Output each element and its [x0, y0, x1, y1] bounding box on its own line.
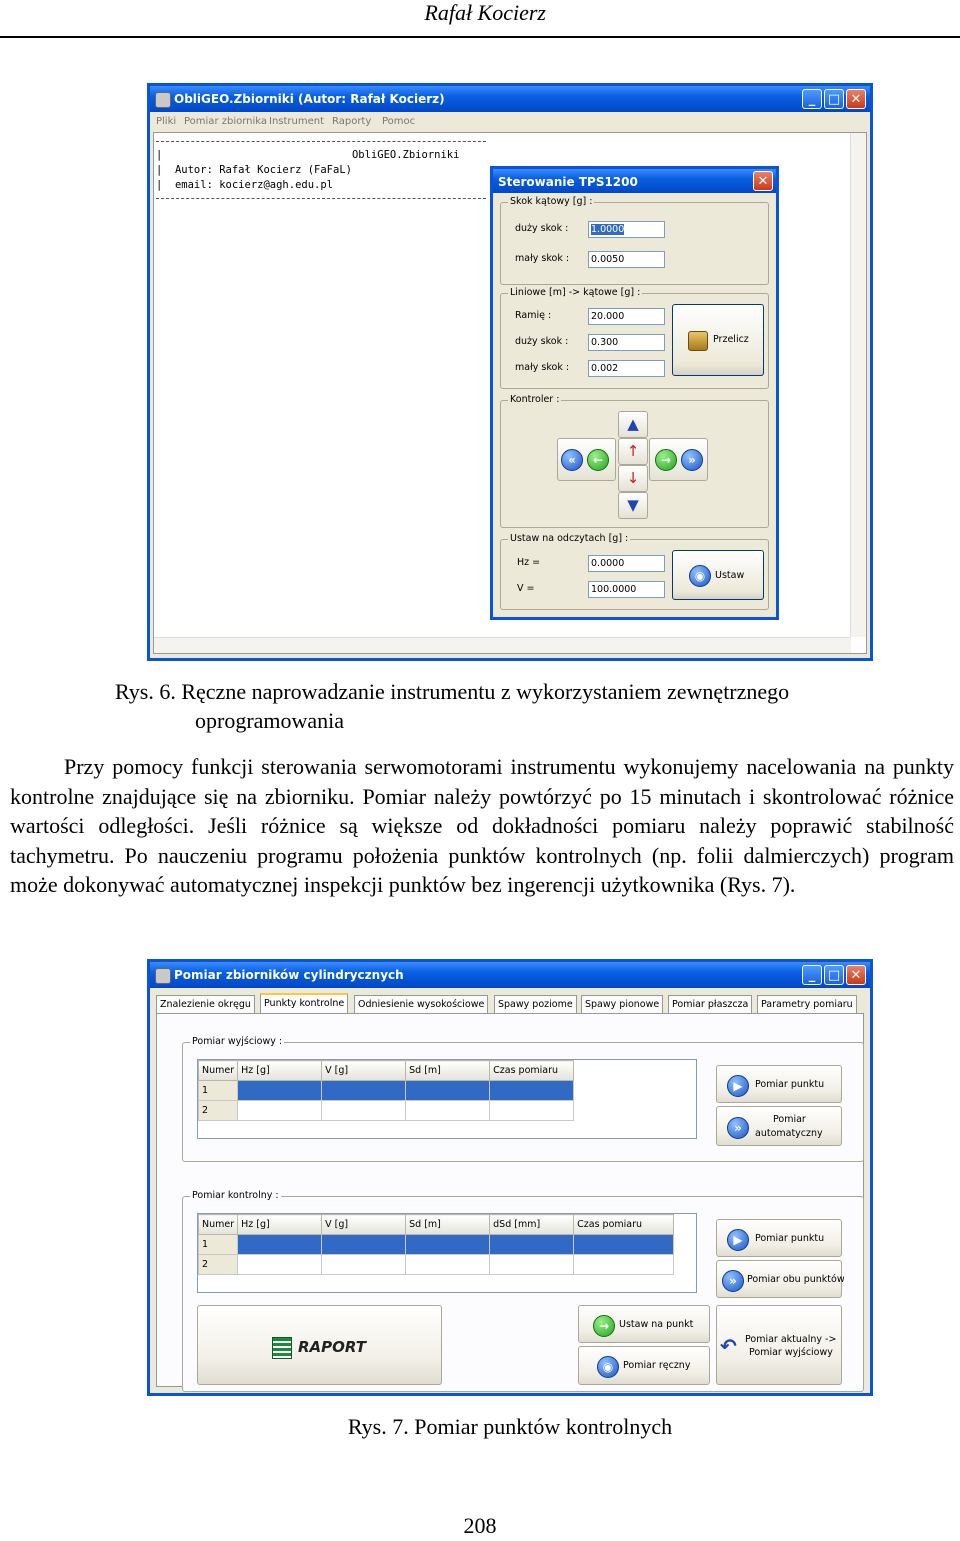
measure-both-label: Pomiar obu punktów: [747, 1274, 845, 1285]
group-baseline-label: Pomiar wyjściowy :: [192, 1036, 283, 1047]
linear-small-step-input[interactable]: 0.002: [588, 360, 665, 377]
slow-up-button[interactable]: ↑: [618, 438, 648, 465]
minimize-icon[interactable]: _: [802, 89, 822, 109]
page-header: [0, 0, 960, 38]
dialog-titlebar: [493, 169, 776, 193]
col-header[interactable]: dSd [mm]: [490, 1215, 574, 1235]
calculator-icon: [688, 331, 708, 351]
auto-measure-label-1: Pomiar: [773, 1114, 806, 1125]
small-step-input[interactable]: 0.0050: [588, 251, 665, 268]
menu-item-pomiar-zbiornika[interactable]: Pomiar zbiornika: [184, 116, 268, 127]
measure-point-button-2[interactable]: [716, 1219, 842, 1257]
tab-znalezienie-okregu[interactable]: Znalezienie okręgu: [156, 995, 255, 1013]
maximize-icon[interactable]: □: [824, 965, 844, 985]
right-buttons[interactable]: [649, 438, 708, 481]
tab-spawy-poziome[interactable]: Spawy poziome: [494, 995, 577, 1013]
col-header[interactable]: Czas pomiaru: [574, 1215, 674, 1235]
group-baseline-measurement: [182, 1036, 864, 1162]
fig6-window: [147, 83, 873, 661]
table-cell[interactable]: [490, 1255, 574, 1275]
vertical-scrollbar[interactable]: [850, 133, 866, 637]
console-line: | email: kocierz@agh.edu.pl: [156, 179, 334, 191]
close-icon[interactable]: ✕: [846, 965, 866, 985]
grid-header-row: [199, 1061, 574, 1081]
tps1200-dialog: [490, 166, 779, 620]
row-number: 2: [199, 1255, 238, 1275]
figure6-caption-line2: oprogramowania: [195, 708, 345, 733]
hz-input[interactable]: 0.0000: [588, 555, 665, 572]
console-line: | Autor: Rafał Kocierz (FaFaL): [156, 164, 352, 176]
col-header[interactable]: Hz [g]: [238, 1061, 322, 1081]
table-cell[interactable]: [406, 1255, 490, 1275]
page-number: 208: [463, 1513, 497, 1538]
slow-right-icon: →: [655, 449, 677, 471]
maximize-icon[interactable]: □: [824, 89, 844, 109]
dialog-close-icon[interactable]: ✕: [753, 171, 773, 191]
measure-point-label: Pomiar punktu: [755, 1079, 825, 1090]
horizontal-scrollbar[interactable]: [154, 637, 851, 653]
group-control-label: Pomiar kontrolny :: [192, 1190, 279, 1201]
col-header[interactable]: Numer: [199, 1061, 238, 1081]
big-step-label: duży skok :: [515, 223, 569, 234]
arm-input[interactable]: 20.000: [588, 308, 665, 325]
hz-label: Hz =: [517, 557, 541, 568]
play-icon: ▶: [727, 1075, 749, 1097]
measure-both-button[interactable]: [716, 1260, 845, 1298]
table-cell[interactable]: [490, 1081, 574, 1101]
small-step-label: mały skok :: [515, 253, 570, 264]
tab-punkty-kontrolne[interactable]: Punkty kontrolne: [260, 993, 348, 1014]
big-step-input[interactable]: 1.0000: [588, 221, 665, 238]
menu-item-pliki[interactable]: Pliki: [156, 116, 177, 127]
col-header[interactable]: Sd [m]: [406, 1215, 490, 1235]
auto-measure-button[interactable]: [716, 1106, 842, 1146]
table-cell[interactable]: [406, 1081, 490, 1101]
table-cell[interactable]: [406, 1235, 490, 1255]
group-control-measurement: [182, 1190, 864, 1392]
group-set-readings: [500, 533, 769, 610]
table-cell[interactable]: [574, 1255, 674, 1275]
current-to-baseline-button[interactable]: [716, 1305, 842, 1385]
manual-measure-button[interactable]: [578, 1346, 710, 1385]
fig6-menubar: [150, 112, 870, 132]
report-button[interactable]: [197, 1305, 442, 1385]
group-linear-to-angle: [500, 287, 769, 389]
v-input[interactable]: 100.0000: [588, 581, 665, 598]
app-icon: [155, 92, 171, 108]
arm-label: Ramię :: [515, 310, 552, 321]
body-paragraph: [10, 752, 954, 900]
aim-at-point-label: Ustaw na punkt: [619, 1319, 694, 1330]
fig6-titlebar: [150, 86, 870, 112]
report-label: RAPORT: [298, 1338, 367, 1356]
header-author: Rafał Kocierz: [424, 0, 546, 25]
group-angle-step: [500, 196, 769, 285]
group-controller-label: Kontroler :: [510, 394, 560, 405]
target-icon: ◉: [597, 1356, 619, 1378]
fig6-window-title: ObliGEO.Zbiorniki (Autor: Rafał Kocierz): [174, 92, 445, 106]
tab-strip: [156, 995, 864, 1013]
manual-measure-label: Pomiar ręczny: [623, 1360, 691, 1371]
current-to-baseline-label-1: Pomiar aktualny ->: [745, 1334, 837, 1345]
console-line: | ObliGEO.Zbiorniki: [156, 149, 460, 161]
slow-left-icon: ←: [587, 449, 609, 471]
measure-point-2-label: Pomiar punktu: [755, 1233, 825, 1244]
paragraph-text: Przy pomocy funkcji sterowania serwomotorami instrumentu wykonujemy nacelowania na punkty kontrolne znajdujące się na zbiorniku. Pomiar należy powtórzyć po 15 minutach i skontrolować różnice wartości odległości. Jeśli różnice są większe od dokładności pomiaru należy poprawić stabilność tachymetru. Po nauczeniu programu położenia punktów kontrolnych (np. folii dalmierczych) program może dokonywać automatycznej inspekcji punktów bez ingerencji użytkownika (Rys. 7).: [10, 754, 954, 897]
table-cell[interactable]: [238, 1081, 322, 1101]
table-row[interactable]: [199, 1255, 674, 1275]
table-cell[interactable]: [490, 1235, 574, 1255]
col-header[interactable]: Czas pomiaru: [490, 1061, 574, 1081]
table-row[interactable]: [199, 1101, 574, 1121]
fig7-window: [147, 959, 873, 1396]
col-header[interactable]: V [g]: [322, 1215, 406, 1235]
set-button-label: Ustaw: [715, 570, 745, 581]
col-header[interactable]: Hz [g]: [238, 1215, 322, 1235]
table-row[interactable]: [199, 1081, 574, 1101]
tab-spawy-pionowe[interactable]: Spawy pionowe: [581, 995, 663, 1013]
figure7-caption: Rys. 7. Pomiar punktów kontrolnych: [347, 1414, 673, 1439]
fast-forward-icon: »: [727, 1117, 749, 1139]
fig7-titlebar: [150, 962, 870, 988]
baseline-grid[interactable]: [197, 1059, 697, 1139]
group-linear-label: Liniowe [m] -> kątowe [g] :: [510, 287, 641, 298]
table-cell[interactable]: [490, 1101, 574, 1121]
fast-left-icon: «: [561, 449, 583, 471]
table-cell[interactable]: [322, 1101, 406, 1121]
linear-big-step-input[interactable]: 0.300: [588, 334, 665, 351]
tab-odniesienie-wysokosciowe[interactable]: Odniesienie wysokościowe: [354, 995, 488, 1013]
table-cell[interactable]: [238, 1255, 322, 1275]
app-icon: [155, 968, 171, 984]
tab-panel-punkty-kontrolne: [156, 1013, 864, 1387]
table-cell[interactable]: [322, 1255, 406, 1275]
table-cell[interactable]: [406, 1101, 490, 1121]
fast-down-button[interactable]: ▼: [618, 492, 648, 519]
convert-button-label: Przelicz: [713, 334, 749, 345]
linear-big-step-label: duży skok :: [515, 336, 569, 347]
aim-at-point-button[interactable]: [578, 1305, 710, 1343]
control-grid[interactable]: [197, 1213, 697, 1293]
arrow-right-icon: →: [593, 1315, 615, 1337]
fast-up-button[interactable]: ▲: [618, 411, 648, 438]
close-icon[interactable]: ✕: [846, 89, 866, 109]
console-rule-top: [156, 141, 486, 142]
menu-item-instrument[interactable]: Instrument: [269, 116, 325, 127]
convert-button[interactable]: [672, 304, 764, 376]
play-icon: ▶: [727, 1229, 749, 1251]
row-number: 1: [199, 1081, 238, 1101]
tab-pomiar-plaszcza[interactable]: Pomiar płaszcza: [668, 995, 752, 1013]
table-cell[interactable]: [238, 1235, 322, 1255]
group-controller: [500, 394, 769, 528]
figure6-caption-line1: Rys. 6. Ręczne naprowadzanie instrumentu z wykorzystaniem zewnętrznego: [115, 679, 790, 704]
target-icon: ◉: [689, 565, 711, 587]
group-angle-step-label: Skok kątowy [g] :: [510, 196, 593, 207]
set-button[interactable]: [672, 550, 764, 600]
report-icon: [272, 1337, 292, 1359]
current-to-baseline-label-2: Pomiar wyjściowy: [749, 1347, 833, 1358]
table-cell[interactable]: [574, 1235, 674, 1255]
undo-arrow-icon: ↶: [720, 1334, 737, 1358]
v-label: V =: [517, 583, 535, 594]
table-cell[interactable]: [322, 1081, 406, 1101]
table-cell[interactable]: [322, 1235, 406, 1255]
menu-item-raporty[interactable]: Raporty: [332, 116, 372, 127]
table-row[interactable]: [199, 1235, 674, 1255]
dialog-title: Sterowanie TPS1200: [498, 175, 638, 189]
table-cell[interactable]: [238, 1101, 322, 1121]
minimize-icon[interactable]: _: [802, 965, 822, 985]
menu-item-pomoc[interactable]: Pomoc: [382, 116, 416, 127]
console-rule-bottom: [156, 198, 486, 199]
tab-parametry-pomiaru[interactable]: Parametry pomiaru: [757, 995, 857, 1013]
fast-forward-icon: »: [722, 1270, 744, 1292]
fig7-window-title: Pomiar zbiorników cylindrycznych: [174, 968, 404, 982]
left-buttons[interactable]: [557, 438, 616, 481]
col-header[interactable]: V [g]: [322, 1061, 406, 1081]
measure-point-button[interactable]: [716, 1065, 842, 1103]
group-set-label: Ustaw na odczytach [g] :: [510, 533, 629, 544]
grid-header-row: [199, 1215, 674, 1235]
auto-measure-label-2: automatyczny: [755, 1128, 823, 1139]
linear-small-step-label: mały skok :: [515, 362, 570, 373]
row-number: 2: [199, 1101, 238, 1121]
fast-right-icon: »: [681, 449, 703, 471]
row-number: 1: [199, 1235, 238, 1255]
slow-down-button[interactable]: ↓: [618, 465, 648, 492]
col-header[interactable]: Numer: [199, 1215, 238, 1235]
col-header[interactable]: Sd [m]: [406, 1061, 490, 1081]
